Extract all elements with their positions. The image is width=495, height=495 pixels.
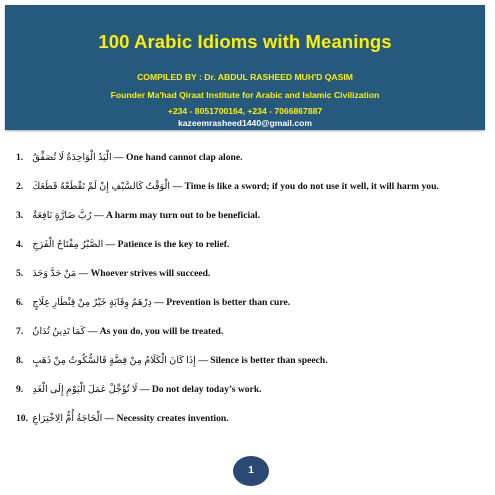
- idiom-item: [16, 235, 491, 264]
- idiom-meaning: — Time is like a sword; if you do not use it well, it will harm you.: [170, 181, 439, 192]
- idiom-number: 1.: [16, 152, 24, 163]
- idiom-item: [16, 409, 491, 438]
- idiom-item: [16, 177, 491, 206]
- phone-line: +234 - 8051700164, +234 - 7066867887: [167, 106, 323, 116]
- idiom-item: [16, 322, 491, 351]
- idiom-meaning: — One hand cannot clap alone.: [111, 152, 243, 163]
- idiom-arabic: الْوَقْتُ كَالسَّيْفِ إِنْ لَمْ تَقْطَعْهُ قَطَعَكَ: [32, 181, 171, 192]
- idiom-arabic: رُبَّ ضَارَّةٍ نَافِعَةٌ: [32, 210, 92, 221]
- idiom-arabic: الْحَاجَةُ أُمُّ الِاخْتِرَاعِ: [32, 413, 103, 424]
- idiom-meaning: — Necessity creates invention.: [102, 413, 229, 424]
- idiom-meaning: — Patience is the key to relief.: [103, 239, 230, 250]
- idiom-item: [16, 380, 491, 409]
- idiom-item: [16, 351, 491, 380]
- idiom-arabic: إِذَا كَانَ الْكَلَامُ مِنْ فِضَّةٍ فَالسُّكُوتُ مِنْ ذَهَبٍ: [32, 355, 196, 366]
- idiom-meaning: — Do not delay today’s work.: [137, 384, 262, 395]
- idiom-item: [16, 293, 491, 322]
- header-banner: [5, 5, 485, 130]
- idiom-number: 7.: [16, 326, 24, 337]
- idiom-number: 10.: [16, 413, 28, 424]
- email-line: kazeemrasheed1440@gmail.com: [177, 118, 313, 128]
- idiom-number: 5.: [16, 268, 24, 279]
- idiom-meaning: — Whoever strives will succeed.: [76, 268, 211, 279]
- idiom-arabic: دِرْهَمُ وِقَايَةٍ خَيْرٌ مِنْ قِنْطَارِ عِلَاجٍ: [32, 297, 152, 308]
- idiom-item: [16, 148, 491, 177]
- page-number-badge: 1: [233, 456, 269, 486]
- idiom-number: 2.: [16, 181, 24, 192]
- idiom-item: [16, 264, 491, 293]
- compiled-by-line: COMPILED BY : Dr. ABDUL RASHEED MUH'D QASIM: [137, 72, 353, 82]
- idiom-number: 9.: [16, 384, 24, 395]
- idiom-meaning: — A harm may turn out to be beneficial.: [91, 210, 260, 221]
- idiom-meaning: — Silence is better than speech.: [195, 355, 328, 366]
- idiom-arabic: مَنْ جَدَّ وَجَدَ: [32, 268, 77, 279]
- idiom-arabic: لَا تُؤَجِّلْ عَمَلَ الْيَوْمِ إِلَى الْغَدِ: [32, 384, 138, 395]
- idiom-number: 3.: [16, 210, 24, 221]
- founder-line: Founder Ma'had Qiraat Institute for Arabic and Islamic Civilization: [110, 90, 380, 100]
- idiom-arabic: كَمَا تَدِينُ تُدَانُ: [32, 326, 86, 337]
- idiom-item: [16, 206, 491, 235]
- idiom-number: 8.: [16, 355, 24, 366]
- idiom-number: 4.: [16, 239, 24, 250]
- idiom-number: 6.: [16, 297, 24, 308]
- idiom-list: [16, 148, 491, 438]
- idiom-arabic: الْيَدُ الْوَاحِدَةُ لَا تُصَفِّقُ: [32, 152, 112, 163]
- idiom-meaning: — As you do, you will be treated.: [85, 326, 224, 337]
- document-title: 100 Arabic Idioms with Meanings: [98, 31, 392, 52]
- idiom-arabic: الصَّبْرُ مِفْتَاحُ الْفَرَجِ: [32, 239, 104, 250]
- idiom-meaning: — Prevention is better than cure.: [151, 297, 291, 308]
